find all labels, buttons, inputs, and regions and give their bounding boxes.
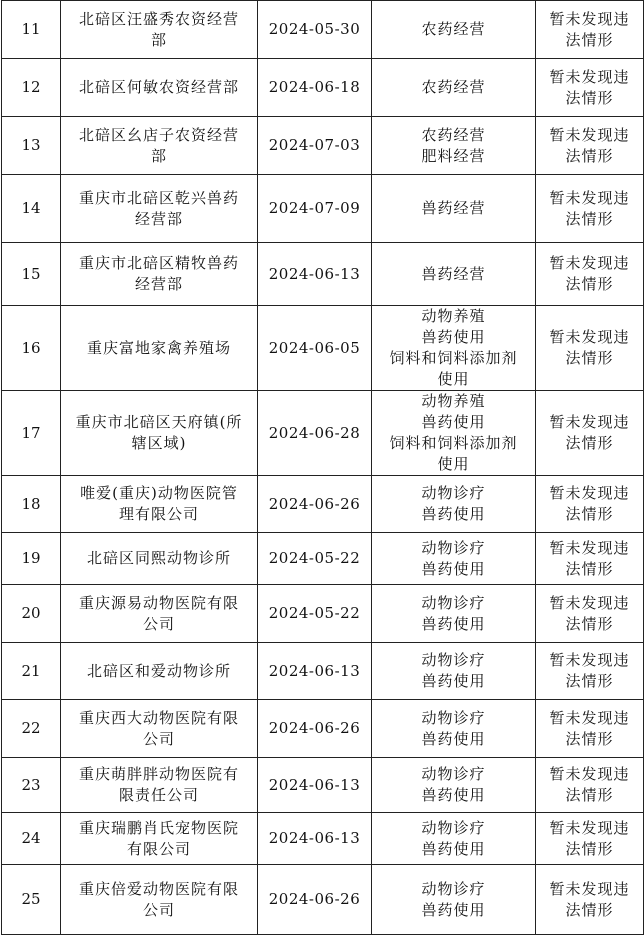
serial-number-cell: 16 (2, 306, 61, 391)
inspection-scope-cell-line: 动物诊疗 (421, 818, 486, 837)
inspection-table-body (2, 1, 644, 935)
inspection-result-cell (536, 758, 644, 813)
inspection-date-cell: 2024-07-09 (258, 175, 372, 243)
inspection-scope-cell-line: 兽药使用 (421, 786, 486, 804)
inspection-scope-cell (372, 306, 536, 391)
table-row (2, 306, 644, 391)
inspection-scope-cell-line: 兽药使用 (421, 559, 486, 578)
entity-name-cell-line: 重庆市北碚区天府镇(所 (75, 413, 243, 431)
inspection-result-cell-line: 暂未发现违 (549, 708, 630, 727)
inspection-result-cell-line: 法情形 (565, 275, 614, 293)
inspection-result-cell-line: 暂未发现违 (549, 125, 630, 144)
inspection-result-cell-line: 暂未发现违 (549, 765, 630, 783)
serial-number-cell: 24 (2, 813, 61, 865)
inspection-scope-cell-line: 肥料经营 (421, 146, 486, 165)
inspection-scope-cell (372, 243, 536, 306)
entity-name-cell-line: 唯爱(重庆)动物医院管 (80, 484, 238, 502)
serial-number-cell: 20 (2, 585, 61, 643)
serial-number-cell: 25 (2, 865, 61, 935)
inspection-result-cell-line: 法情形 (565, 146, 614, 165)
inspection-result-cell (536, 476, 644, 533)
serial-number-cell: 17 (2, 391, 61, 476)
inspection-scope-cell-line: 动物诊疗 (421, 765, 486, 783)
inspection-result-cell (536, 813, 644, 865)
entity-name-cell-line: 理有限公司 (118, 505, 199, 523)
inspection-result-cell-line: 法情形 (565, 900, 614, 919)
inspection-result-cell (536, 391, 644, 476)
entity-name-cell-line: 重庆瑞鹏肖氏宠物医院 (78, 818, 239, 837)
serial-number-cell: 18 (2, 476, 61, 533)
entity-name-cell-line: 重庆西大动物医院有限 (78, 708, 239, 727)
inspection-result-cell-line: 暂未发现违 (549, 651, 630, 669)
inspection-result-cell (536, 1, 644, 59)
inspection-scope-cell-line: 使用 (437, 455, 470, 473)
inspection-scope-cell-line: 兽药使用 (421, 839, 486, 858)
serial-number-cell: 21 (2, 643, 61, 700)
entity-name-cell-line: 北碚区同熙动物诊所 (86, 549, 231, 567)
inspection-result-cell (536, 700, 644, 758)
entity-name-cell (61, 476, 258, 533)
inspection-result-cell-line: 暂未发现违 (549, 484, 630, 502)
inspection-scope-cell-line: 兽药使用 (421, 413, 486, 431)
inspection-result-cell-line: 法情形 (565, 88, 614, 107)
inspection-scope-cell (372, 865, 536, 935)
serial-number-cell: 19 (2, 533, 61, 585)
inspection-result-cell-line: 暂未发现违 (549, 67, 630, 86)
inspection-scope-cell-line: 兽药使用 (421, 614, 486, 633)
inspection-result-cell-line: 法情形 (565, 729, 614, 748)
entity-name-cell-line: 公司 (142, 729, 175, 748)
inspection-result-cell (536, 175, 644, 243)
inspection-scope-cell-line: 动物诊疗 (421, 879, 486, 898)
entity-name-cell-line: 北碚区幺店子农资经营 (78, 125, 239, 144)
inspection-result-cell-line: 暂未发现违 (549, 9, 630, 28)
inspection-result-cell-line: 暂未发现违 (549, 879, 630, 898)
entity-name-cell-line: 重庆萌胖胖动物医院有 (78, 765, 239, 783)
inspection-scope-cell (372, 813, 536, 865)
inspection-scope-cell (372, 391, 536, 476)
inspection-result-cell-line: 法情形 (565, 786, 614, 804)
inspection-date-cell: 2024-06-05 (258, 306, 372, 391)
inspection-scope-cell-line: 兽药使用 (421, 505, 486, 523)
inspection-date-cell: 2024-05-22 (258, 533, 372, 585)
inspection-scope-cell-line: 动物诊疗 (421, 484, 486, 502)
table-row (2, 700, 644, 758)
inspection-result-cell-line: 法情形 (565, 505, 614, 523)
inspection-result-cell (536, 643, 644, 700)
inspection-scope-cell-line: 饲料和饲料添加剂 (389, 434, 518, 452)
entity-name-cell (61, 758, 258, 813)
entity-name-cell (61, 813, 258, 865)
inspection-result-cell-line: 暂未发现违 (549, 188, 630, 207)
inspection-date-cell: 2024-06-26 (258, 700, 372, 758)
serial-number-cell: 23 (2, 758, 61, 813)
inspection-scope-cell (372, 700, 536, 758)
inspection-scope-cell-line: 农药经营 (421, 78, 486, 96)
inspection-scope-cell-line: 使用 (437, 370, 470, 388)
entity-name-cell-line: 有限公司 (126, 839, 191, 858)
entity-name-cell-line: 经营部 (134, 275, 183, 293)
entity-name-cell-line: 重庆富地家禽养殖场 (86, 338, 231, 357)
inspection-result-cell-line: 法情形 (565, 209, 614, 228)
table-row (2, 476, 644, 533)
inspection-date-cell: 2024-05-30 (258, 1, 372, 59)
entity-name-cell-line: 部 (150, 146, 167, 165)
inspection-result-cell-line: 暂未发现违 (549, 254, 630, 272)
inspection-date-cell: 2024-06-13 (258, 758, 372, 813)
inspection-date-cell: 2024-05-22 (258, 585, 372, 643)
inspection-result-cell (536, 585, 644, 643)
serial-number-cell: 14 (2, 175, 61, 243)
inspection-result-cell-line: 法情形 (565, 839, 614, 858)
inspection-scope-cell-line: 兽药使用 (421, 900, 486, 919)
entity-name-cell-line: 北碚区汪盛秀农资经营 (78, 9, 239, 28)
inspection-scope-cell (372, 59, 536, 117)
inspection-scope-cell (372, 175, 536, 243)
inspection-scope-cell-line: 兽药使用 (421, 328, 486, 346)
entity-name-cell-line: 部 (150, 30, 167, 49)
inspection-result-cell-line: 法情形 (565, 434, 614, 452)
inspection-scope-cell (372, 585, 536, 643)
entity-name-cell-line: 辖区域) (131, 434, 187, 452)
inspection-result-cell-line: 法情形 (565, 349, 614, 367)
inspection-scope-cell-line: 饲料和饲料添加剂 (389, 349, 518, 367)
serial-number-cell: 13 (2, 117, 61, 175)
inspection-scope-cell-line: 动物诊疗 (421, 708, 486, 727)
inspection-result-cell (536, 533, 644, 585)
inspection-result-cell-line: 暂未发现违 (549, 593, 630, 612)
entity-name-cell-line: 重庆倍爱动物医院有限 (78, 879, 239, 898)
inspection-scope-cell-line: 兽药使用 (421, 672, 486, 690)
table-row (2, 758, 644, 813)
inspection-result-cell-line: 法情形 (565, 672, 614, 690)
inspection-scope-cell (372, 758, 536, 813)
entity-name-cell-line: 北碚区和爱动物诊所 (86, 661, 231, 680)
inspection-scope-cell-line: 动物养殖 (421, 307, 486, 325)
entity-name-cell (61, 391, 258, 476)
serial-number-cell: 22 (2, 700, 61, 758)
inspection-scope-cell (372, 533, 536, 585)
table-row (2, 117, 644, 175)
entity-name-cell-line: 重庆市北碚区精牧兽药 (78, 254, 239, 272)
entity-name-cell (61, 175, 258, 243)
entity-name-cell-line: 经营部 (134, 209, 183, 228)
entity-name-cell (61, 533, 258, 585)
entity-name-cell (61, 243, 258, 306)
inspection-result-cell (536, 306, 644, 391)
inspection-scope-cell-line: 兽药经营 (421, 264, 486, 283)
inspection-scope-cell (372, 117, 536, 175)
table-row (2, 391, 644, 476)
table-row (2, 643, 644, 700)
entity-name-cell-line: 公司 (142, 900, 175, 919)
inspection-scope-cell-line: 兽药使用 (421, 729, 486, 748)
table-row (2, 533, 644, 585)
entity-name-cell-line: 北碚区何敏农资经营部 (78, 78, 239, 96)
entity-name-cell (61, 865, 258, 935)
inspection-date-cell: 2024-06-18 (258, 59, 372, 117)
entity-name-cell-line: 限责任公司 (118, 786, 199, 804)
serial-number-cell: 11 (2, 1, 61, 59)
inspection-result-cell (536, 243, 644, 306)
inspection-table (1, 0, 644, 935)
entity-name-cell (61, 306, 258, 391)
inspection-scope-cell (372, 643, 536, 700)
entity-name-cell (61, 643, 258, 700)
inspection-result-cell (536, 59, 644, 117)
inspection-scope-cell-line: 动物诊疗 (421, 651, 486, 669)
inspection-scope-cell (372, 476, 536, 533)
inspection-result-cell-line: 法情形 (565, 559, 614, 578)
inspection-date-cell: 2024-06-28 (258, 391, 372, 476)
entity-name-cell-line: 重庆源易动物医院有限 (78, 593, 239, 612)
inspection-result-cell-line: 暂未发现违 (549, 818, 630, 837)
entity-name-cell-line: 重庆市北碚区乾兴兽药 (78, 188, 239, 207)
inspection-scope-cell-line: 动物诊疗 (421, 593, 486, 612)
serial-number-cell: 12 (2, 59, 61, 117)
inspection-scope-cell (372, 1, 536, 59)
inspection-result-cell-line: 暂未发现违 (549, 538, 630, 557)
inspection-date-cell: 2024-06-26 (258, 865, 372, 935)
table-row (2, 59, 644, 117)
inspection-date-cell: 2024-06-13 (258, 643, 372, 700)
inspection-result-cell (536, 117, 644, 175)
entity-name-cell (61, 117, 258, 175)
inspection-scope-cell-line: 农药经营 (421, 20, 486, 38)
table-row (2, 243, 644, 306)
inspection-result-cell (536, 865, 644, 935)
entity-name-cell (61, 59, 258, 117)
table-row (2, 585, 644, 643)
table-row (2, 813, 644, 865)
entity-name-cell (61, 700, 258, 758)
entity-name-cell (61, 585, 258, 643)
table-row (2, 1, 644, 59)
table-row (2, 175, 644, 243)
entity-name-cell (61, 1, 258, 59)
inspection-result-cell-line: 暂未发现违 (549, 328, 630, 346)
inspection-date-cell: 2024-06-13 (258, 813, 372, 865)
inspection-date-cell: 2024-06-26 (258, 476, 372, 533)
inspection-result-cell-line: 法情形 (565, 614, 614, 633)
inspection-result-cell-line: 暂未发现违 (549, 413, 630, 431)
inspection-date-cell: 2024-06-13 (258, 243, 372, 306)
inspection-scope-cell-line: 兽药经营 (421, 199, 486, 217)
inspection-result-cell-line: 法情形 (565, 30, 614, 49)
inspection-scope-cell-line: 动物养殖 (421, 392, 486, 410)
inspection-scope-cell-line: 动物诊疗 (421, 538, 486, 557)
serial-number-cell: 15 (2, 243, 61, 306)
entity-name-cell-line: 公司 (142, 614, 175, 633)
inspection-scope-cell-line: 农药经营 (421, 125, 486, 144)
table-row (2, 865, 644, 935)
inspection-date-cell: 2024-07-03 (258, 117, 372, 175)
